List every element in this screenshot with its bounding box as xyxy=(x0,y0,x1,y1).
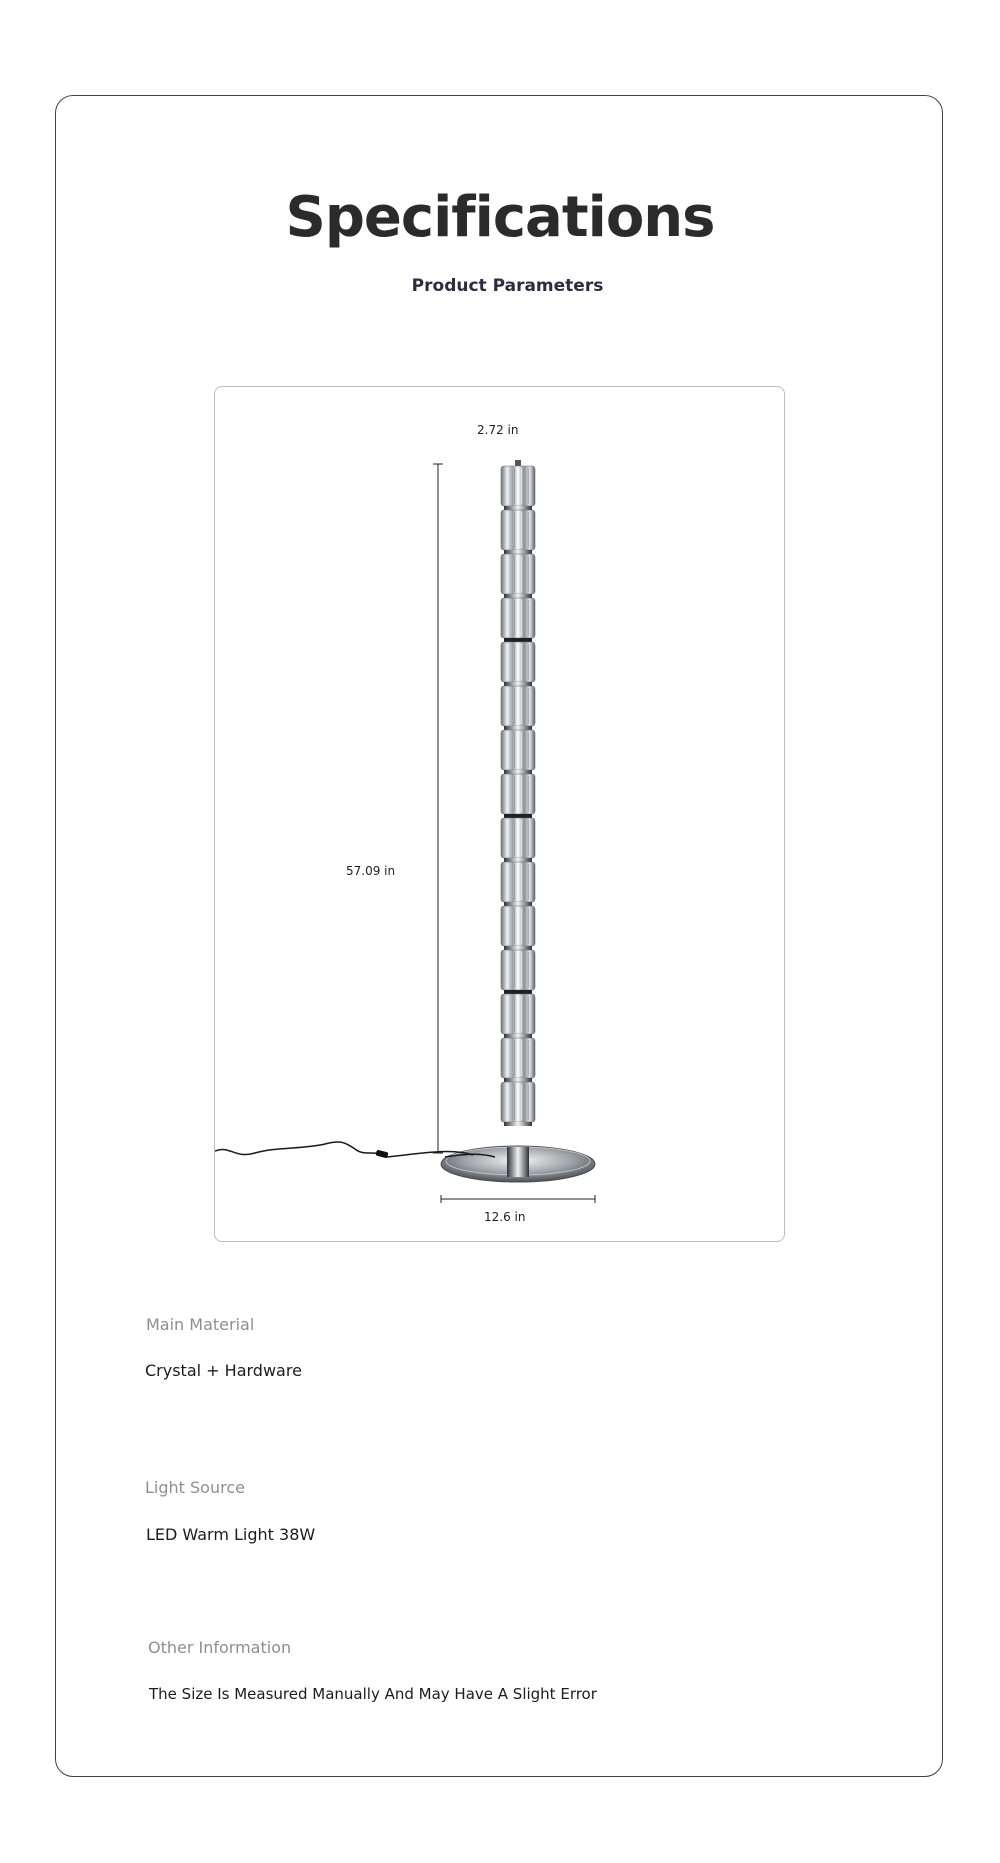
top-width-label: 2.72 in xyxy=(477,423,519,437)
page-subtitle: Product Parameters xyxy=(411,276,604,296)
crystal-segment xyxy=(501,774,535,814)
chrome-ring xyxy=(504,594,532,598)
crystal-segment xyxy=(501,1082,535,1122)
lamp-base-collar xyxy=(507,1147,529,1177)
chrome-ring xyxy=(504,1078,532,1082)
crystal-segment xyxy=(501,686,535,726)
chrome-ring xyxy=(504,1122,532,1126)
chrome-ring xyxy=(504,902,532,906)
chrome-ring xyxy=(504,814,532,818)
crystal-segment xyxy=(501,730,535,770)
crystal-segment xyxy=(501,818,535,858)
chrome-ring xyxy=(504,726,532,730)
chrome-ring xyxy=(504,858,532,862)
floor-lamp-illustration xyxy=(215,387,786,1243)
crystal-segment xyxy=(501,554,535,594)
power-cord xyxy=(215,1142,473,1157)
lamp-finial xyxy=(515,460,521,466)
height-label: 57.09 in xyxy=(346,864,396,878)
crystal-segment xyxy=(501,994,535,1034)
main-material-label: Main Material xyxy=(146,1315,255,1334)
chrome-ring xyxy=(504,682,532,686)
chrome-ring xyxy=(504,1034,532,1038)
crystal-segment xyxy=(501,598,535,638)
product-figure xyxy=(214,386,785,1242)
cord-switch xyxy=(375,1150,388,1159)
crystal-segment xyxy=(501,1038,535,1078)
light-source-label: Light Source xyxy=(145,1478,245,1497)
base-width-label: 12.6 in xyxy=(484,1210,526,1224)
crystal-segment xyxy=(501,906,535,946)
other-information-value: The Size Is Measured Manually And May Have A Slight Error xyxy=(149,1685,597,1703)
crystal-segment xyxy=(501,466,535,506)
crystal-segment xyxy=(501,510,535,550)
main-material-value: Crystal + Hardware xyxy=(145,1361,302,1380)
chrome-ring xyxy=(504,990,532,994)
chrome-ring xyxy=(504,550,532,554)
crystal-segment xyxy=(501,950,535,990)
chrome-ring xyxy=(504,506,532,510)
light-source-value: LED Warm Light 38W xyxy=(146,1525,316,1544)
chrome-ring xyxy=(504,770,532,774)
page-title: Specifications xyxy=(285,185,715,250)
crystal-segment xyxy=(501,642,535,682)
other-information-label: Other Information xyxy=(148,1638,292,1657)
crystal-segment xyxy=(501,862,535,902)
chrome-ring xyxy=(504,638,532,642)
chrome-ring xyxy=(504,946,532,950)
lamp-column xyxy=(501,460,535,1126)
